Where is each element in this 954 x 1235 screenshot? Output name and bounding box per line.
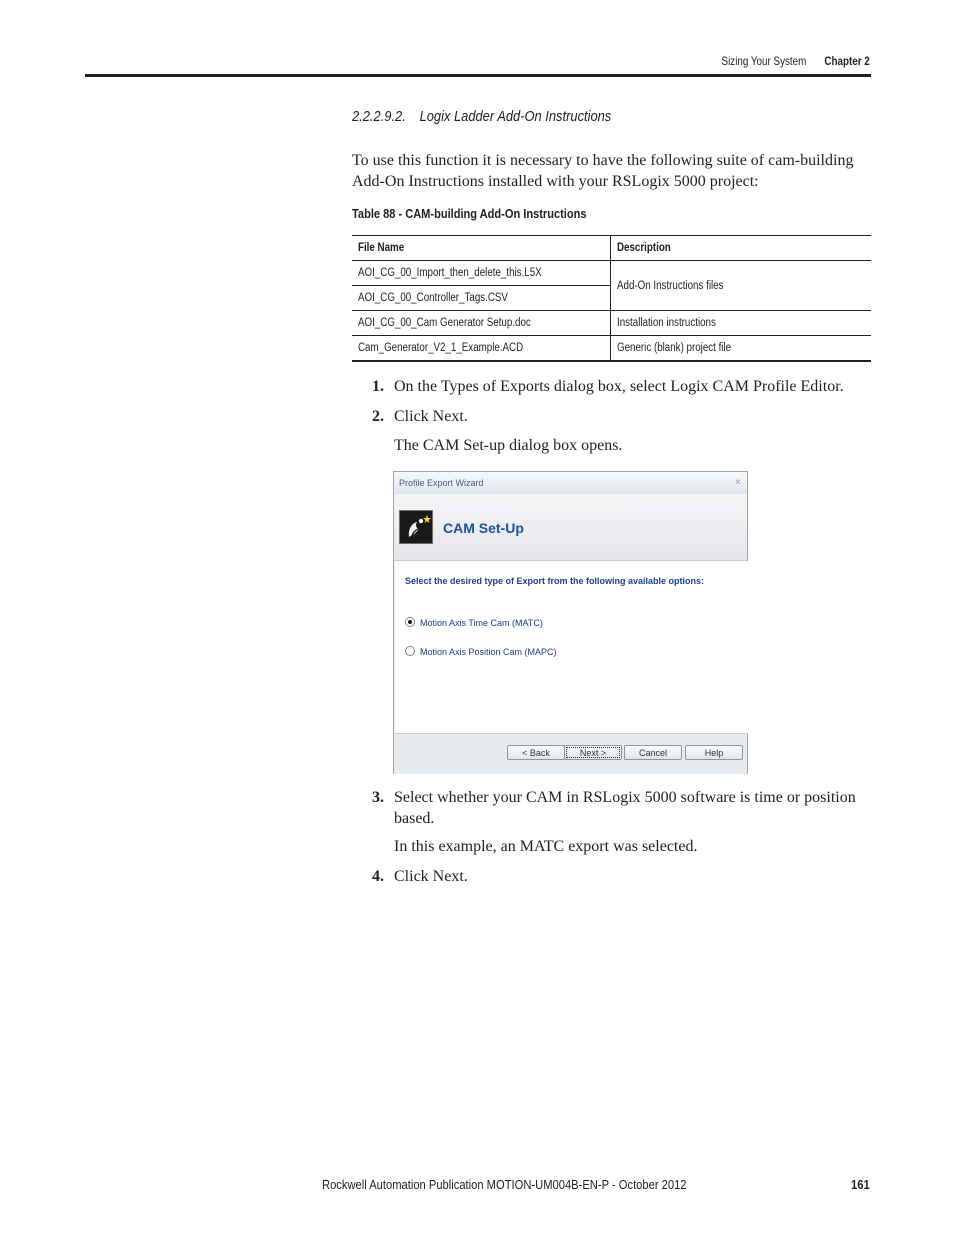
step-number: 2. — [372, 408, 384, 425]
option-mapc[interactable] — [405, 646, 557, 657]
back-button[interactable]: < Back — [507, 745, 565, 760]
running-header — [722, 54, 870, 68]
column-header-description: Description — [611, 236, 872, 261]
step-text: Click Next. — [394, 408, 468, 425]
step-3-result: In this example, an MATC export was selected. — [394, 838, 698, 855]
step-text: On the Types of Exports dialog box, select Logix CAM Profile Editor. — [394, 378, 844, 395]
step-number: 4. — [372, 868, 384, 885]
table-cell-description: Generic (blank) project file — [611, 336, 872, 362]
section-title-text: Logix Ladder Add-On Instructions — [419, 108, 612, 125]
table-row — [352, 311, 871, 336]
table-header-row — [352, 236, 871, 261]
header-rule — [85, 74, 871, 77]
close-icon[interactable]: × — [735, 477, 741, 488]
step-number: 3. — [372, 789, 384, 806]
help-button[interactable]: Help — [685, 745, 743, 760]
option-label: Motion Axis Position Cam (MAPC) — [420, 647, 557, 657]
table-cell-file: AOI_CG_00_Import_then_delete_this.L5X — [352, 261, 611, 286]
table-cell-file: AOI_CG_00_Controller_Tags.CSV — [352, 286, 611, 311]
step-text: Select whether your CAM in RSLogix 5000 software is time or position based. — [394, 789, 856, 827]
dialog-title-bar — [394, 472, 747, 495]
table-caption: Table 88 - CAM-building Add-On Instructions — [352, 206, 587, 221]
table-row — [352, 261, 871, 286]
column-header-file-name: File Name — [352, 236, 611, 261]
wizard-icon — [399, 510, 433, 544]
cancel-button[interactable]: Cancel — [624, 745, 682, 760]
files-table — [352, 235, 871, 362]
publication-footer: Rockwell Automation Publication MOTION-UM004B-EN-P - October 2012 — [322, 1177, 687, 1192]
option-label: Motion Axis Time Cam (MATC) — [420, 618, 543, 628]
table-row — [352, 336, 871, 362]
cam-setup-dialog — [393, 471, 748, 774]
page-number: 161 — [851, 1177, 870, 1192]
radio-selected-icon[interactable] — [405, 617, 415, 627]
table-cell-file: AOI_CG_00_Cam Generator Setup.doc — [352, 311, 611, 336]
table-cell-description: Add-On Instructions files — [611, 261, 872, 311]
step-text: Click Next. — [394, 868, 468, 885]
header-section: Sizing Your System — [721, 54, 807, 68]
table-cell-description: Installation instructions — [611, 311, 872, 336]
intro-paragraph: To use this function it is necessary to have the following suite of cam-building Add-On Instructions installed with your RSLogix 5000 project: — [352, 152, 854, 190]
next-button[interactable]: Next > — [564, 745, 622, 760]
export-prompt: Select the desired type of Export from the following available options: — [405, 576, 705, 586]
option-matc[interactable] — [405, 617, 543, 628]
dialog-banner — [394, 494, 747, 561]
dialog-heading: CAM Set-Up — [443, 520, 524, 536]
step-2-result: The CAM Set-up dialog box opens. — [394, 437, 623, 454]
radio-unselected-icon[interactable] — [405, 646, 415, 656]
header-chapter: Chapter 2 — [824, 54, 870, 68]
table-cell-file: Cam_Generator_V2_1_Example.ACD — [352, 336, 611, 362]
section-title — [352, 108, 611, 125]
dialog-button-bar — [394, 734, 747, 774]
dialog-window-title: Profile Export Wizard — [399, 478, 484, 488]
dialog-body — [395, 561, 748, 734]
step-number: 1. — [372, 378, 384, 395]
section-number: 2.2.2.9.2. — [352, 108, 406, 125]
